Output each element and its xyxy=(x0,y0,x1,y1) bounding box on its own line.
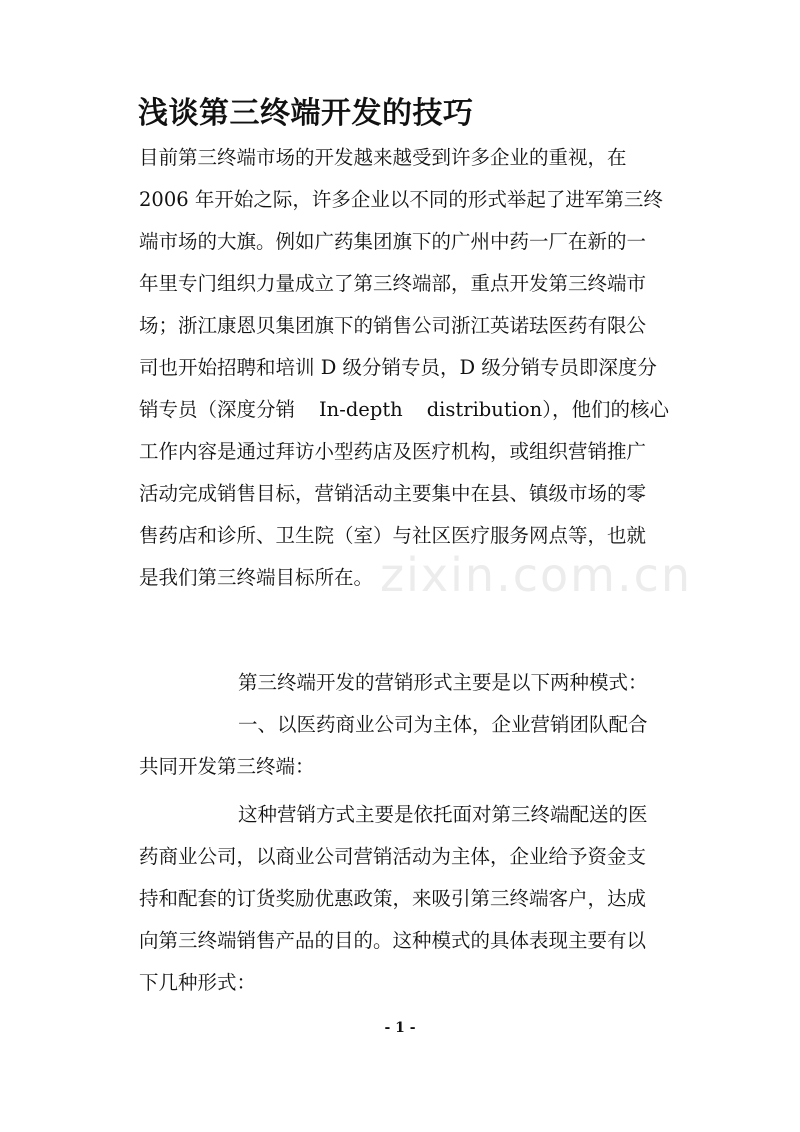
body-line: 工作内容是通过拜访小型药店及医疗机构，或组织营销推广 xyxy=(139,440,647,463)
body-text-segment: In-depth xyxy=(318,398,403,421)
body-line: 端市场的大旗。例如广药集团旗下的广州中药一厂在新的一 xyxy=(139,230,647,253)
section-intro: 第三终端开发的营销形式主要是以下两种模式： xyxy=(238,671,648,694)
body-line: 活动完成销售目标，营销活动主要集中在县、镇级市场的零 xyxy=(139,482,647,505)
body-line: 司也开始招聘和培训 D 级分销专员，D 级分销专员即深度分 xyxy=(139,356,657,379)
section-heading-line: 一、以医药商业公司为主体，企业营销团队配合 xyxy=(238,713,648,736)
body-text-segment: 销专员（深度分销 xyxy=(139,398,296,421)
body-line: 向第三终端销售产品的目的。这种模式的具体表现主要有以 xyxy=(139,929,647,952)
page-number: - 1 - xyxy=(384,1020,416,1036)
body-line: 售药店和诊所、卫生院（室）与社区医疗服务网点等，也就 xyxy=(139,524,647,547)
body-line-justified xyxy=(139,392,669,428)
watermark: zixin.com.cn xyxy=(380,548,693,602)
body-line: 年里专门组织力量成立了第三终端部，重点开发第三终端市 xyxy=(139,272,647,295)
body-line: 药商业公司，以商业公司营销活动为主体，企业给予资金支 xyxy=(139,845,647,868)
body-text-segment: distribution），他们的核心 xyxy=(426,398,669,421)
body-line: 场；浙江康恩贝集团旗下的销售公司浙江英诺珐医药有限公 xyxy=(139,314,647,337)
body-line: 这种营销方式主要是依托面对第三终端配送的医 xyxy=(238,803,648,826)
body-line: 持和配套的订货奖励优惠政策，来吸引第三终端客户，达成 xyxy=(139,887,647,910)
section-heading-line: 共同开发第三终端： xyxy=(139,755,315,778)
document-title: 浅谈第三终端开发的技巧 xyxy=(138,96,474,131)
body-line: 目前第三终端市场的开发越来越受到许多企业的重视，在 xyxy=(139,146,627,169)
body-line: 下几种形式： xyxy=(139,971,257,994)
body-line: 2006 年开始之际，许多企业以不同的形式举起了进军第三终 xyxy=(139,188,663,211)
body-line: 是我们第三终端目标所在。 xyxy=(139,566,374,589)
